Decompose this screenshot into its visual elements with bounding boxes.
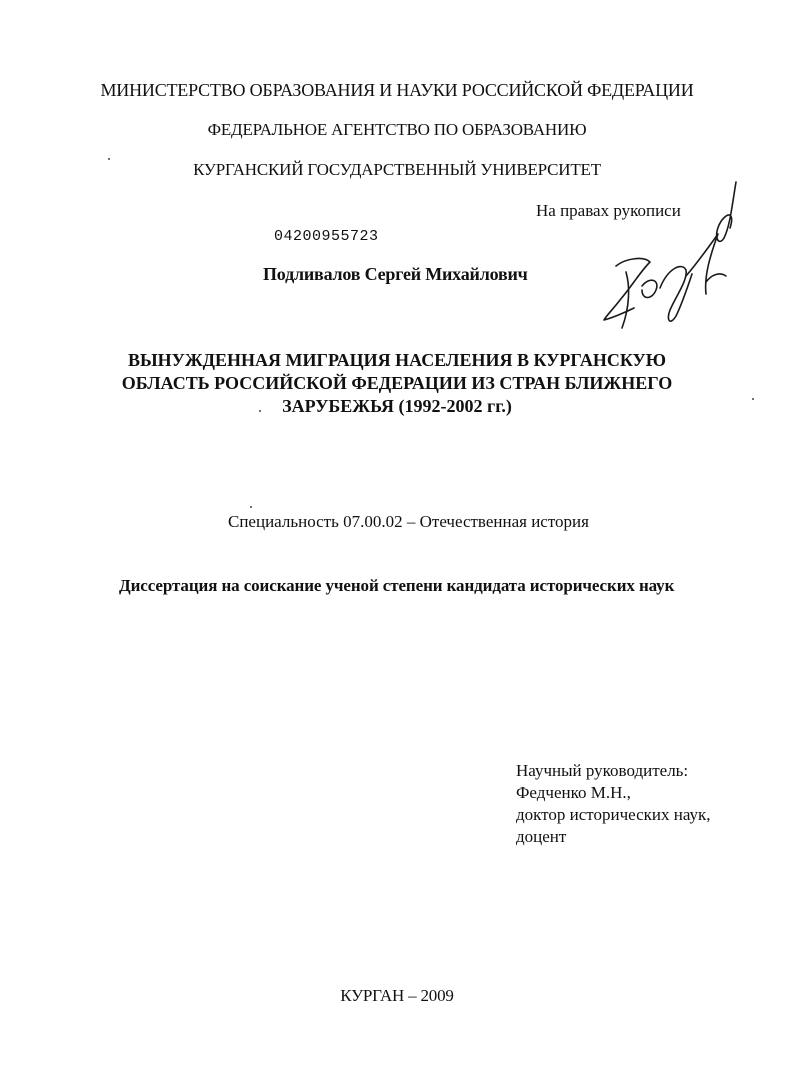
university-heading: КУРГАНСКИЙ ГОСУДАРСТВЕННЫЙ УНИВЕРСИТЕТ [193,160,601,179]
ministry-heading: МИНИСТЕРСТВО ОБРАЗОВАНИЯ И НАУКИ РОССИЙСКОЙ ФЕДЕРАЦИИ [100,80,694,100]
supervisor-block [516,760,711,848]
supervisor-label: Научный руководитель: [516,761,689,780]
specialty: Специальность 07.00.02 – Отечественная история [228,512,589,531]
supervisor-name: Федченко М.Н., [516,783,631,802]
scan-speck [259,410,261,412]
supervisor-rank: доцент [516,827,567,846]
catalog-number: 04200955723 [274,228,379,245]
title-line: ЗАРУБЕЖЬЯ (1992-2002 гг.) [282,396,512,416]
manuscript-note: На правах рукописи [536,201,681,220]
scan-speck [108,158,110,160]
scan-speck [250,506,252,508]
degree-statement: Диссертация на соискание ученой степени кандидата исторических наук [119,576,675,595]
author-name: Подливалов Сергей Михайлович [263,264,528,284]
title-line: ВЫНУЖДЕННАЯ МИГРАЦИЯ НАСЕЛЕНИЯ В КУРГАНСКУЮ [127,350,667,370]
city-year: КУРГАН – 2009 [340,986,454,1005]
title-line: ОБЛАСТЬ РОССИЙСКОЙ ФЕДЕРАЦИИ ИЗ СТРАН БЛИЖНЕГО [121,373,673,393]
handwritten-signature-icon [586,176,746,336]
dissertation-title [0,349,794,418]
agency-heading: ФЕДЕРАЛЬНОЕ АГЕНТСТВО ПО ОБРАЗОВАНИЮ [207,120,587,139]
supervisor-degree: доктор исторических наук, [516,805,711,824]
scan-speck [752,398,754,400]
